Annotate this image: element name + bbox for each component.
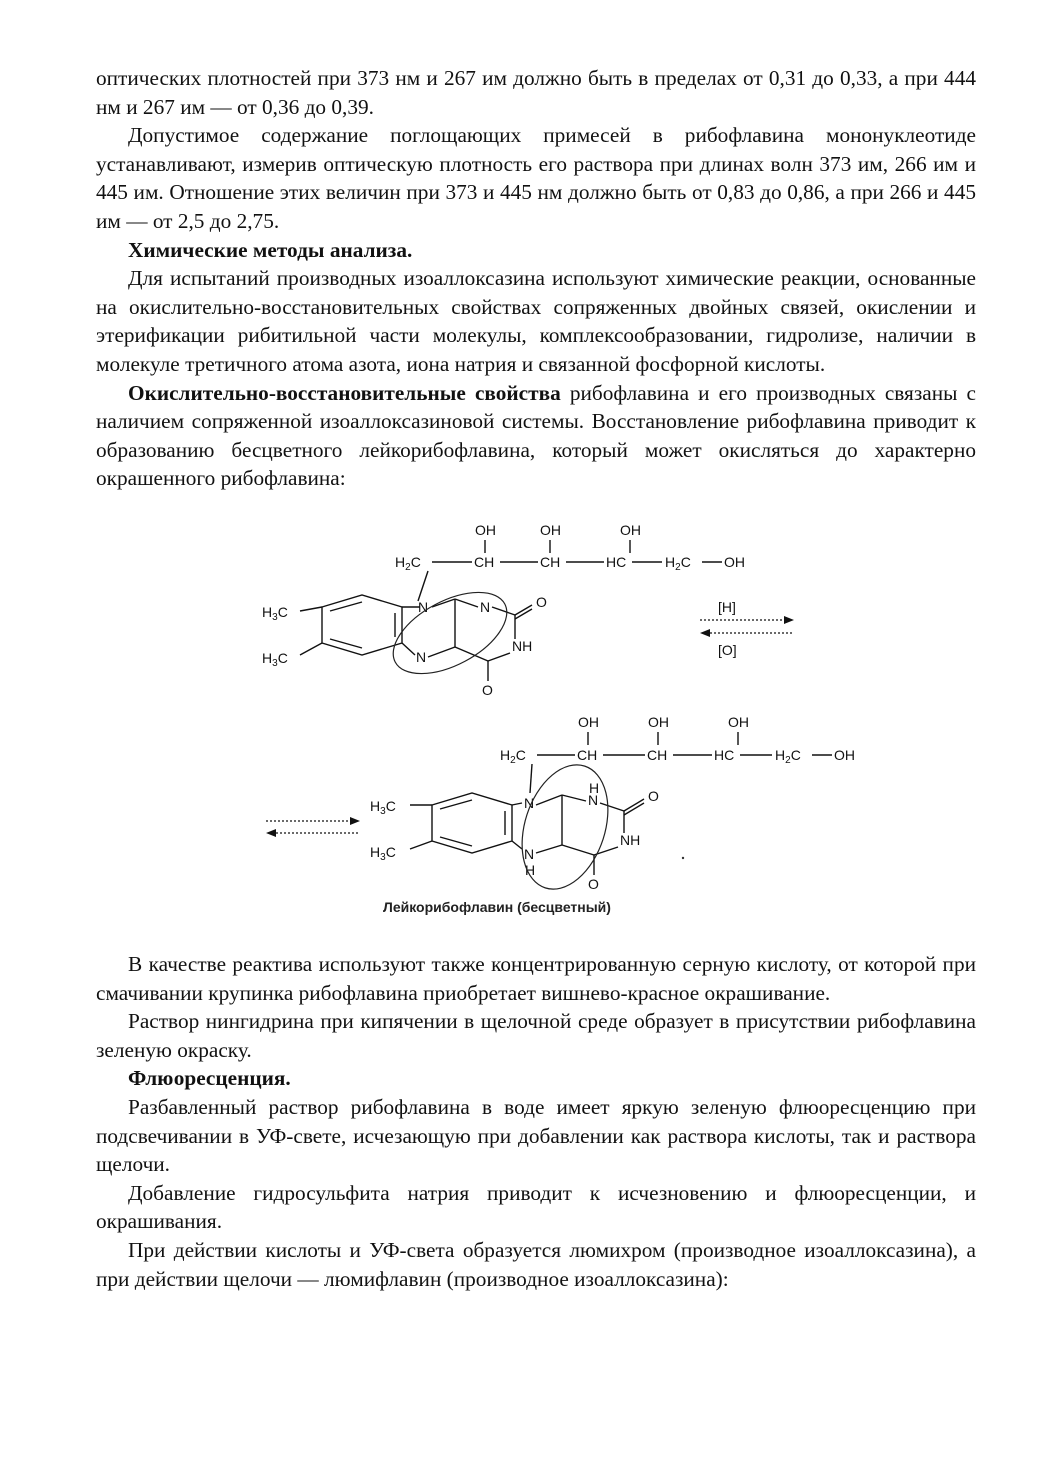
n-label-5: N bbox=[416, 649, 427, 665]
h2c-label: $H_2C$ bbox=[395, 554, 421, 573]
paragraph-optical-density: оптических плотностей при 373 нм и 267 им должно быть в пределах от 0,31 до 0,33, а при 444 нм и 267 им — от 0,36 до 0,39. bbox=[96, 66, 976, 119]
conjugated-system-ellipse bbox=[380, 576, 520, 691]
leucoriboflavin-caption: Лейкорибофлавин (бесцветный) bbox=[383, 899, 611, 915]
h2c-label-tail: $H_2C$ bbox=[665, 554, 691, 573]
h-label-5b: H bbox=[525, 862, 536, 878]
oh-tail-label: OH bbox=[724, 554, 745, 570]
n-label-10b: N bbox=[524, 795, 535, 811]
h3c-label-3: $H_3C$ bbox=[370, 798, 396, 817]
paragraph-fluorescence: Разбавленный раствор рибофлавина в воде имеет яркую зеленую флюоресценцию при подсвечивании в УФ-свете, исчезающую при добавлении как раствора кислоты, так и раствора щелочи. bbox=[96, 1094, 976, 1177]
h3c-label-2: $H_3C$ bbox=[262, 650, 288, 669]
text-block-top bbox=[96, 64, 976, 493]
oh-label-1: OH bbox=[475, 522, 496, 538]
reagent-o: [O] bbox=[718, 642, 737, 658]
ch-label-4: CH bbox=[647, 747, 668, 763]
o-label-2b: O bbox=[648, 788, 659, 804]
reagent-h: [H] bbox=[718, 599, 736, 615]
redox-text: рибофлавина и его производных связаны с наличием сопряженной изоаллоксазиновой системы. Восстановление рибофлавина приводит к образованию бесцветного лейкорибофлавина, который может окисляться до характерно окрашенного рибофлавина: bbox=[96, 380, 976, 491]
oh-label-2: OH bbox=[540, 522, 561, 538]
paragraph-sulfuric-acid: В качестве реактива используют также концентрированную серную кислоту, от которой при смачивании крупинка рибофлавина приобретает вишнево-красное окрашивание. bbox=[96, 952, 976, 1005]
heading-chemical-methods-text: Химические методы анализа. bbox=[128, 237, 413, 262]
heading-chemical-methods bbox=[96, 236, 976, 265]
hc-label-2: HC bbox=[714, 747, 735, 763]
paragraph-chemical-reactions: Для испытаний производных изоаллоксазина используют химические реакции, основанные на окислительно-восстановительных свойствах сопряженных двойных связей, окислении и этерификации рибитильной части молекулы, комплексообразовании, гидролизе, наличии в молекуле третичного атома азота, иона натрия и связанной фосфорной кислоты. bbox=[96, 266, 976, 376]
h2c-label-tail-2: $H_2C$ bbox=[775, 747, 801, 766]
oh-label-5: OH bbox=[648, 714, 669, 730]
o-label-4: O bbox=[482, 682, 493, 698]
paragraph-lumichrome: При действии кислоты и УФ-света образуется люмихром (производное изоаллоксазина), а при действии щелочи — люмифлавин (производное изоаллоксазина): bbox=[96, 1237, 976, 1291]
leucoriboflavin-structure bbox=[370, 714, 855, 900]
o-label-4b: O bbox=[588, 876, 599, 892]
hc-label: HC bbox=[606, 554, 627, 570]
oh-tail-label-2: OH bbox=[834, 747, 855, 763]
paragraph-impurities: Допустимое содержание поглощающих примесей в рибофлавина мононуклеотиде устанавливают, измерив оптическую плотность его раствора при длинах волн 373 им, 266 им и 445 им. Отношение этих величин при 373 и 445 нм должно быть от 0,83 до 0,86, а при 266 и 445 им — от 2,5 до 2,75. bbox=[96, 123, 976, 233]
paragraph-redox bbox=[96, 379, 976, 493]
oh-label-6: OH bbox=[728, 714, 749, 730]
heading-fluorescence-text: Флюоресценция. bbox=[128, 1066, 291, 1091]
ch-label-3: CH bbox=[577, 747, 598, 763]
paragraph-ninhydrin: Раствор нингидрина при кипячении в щелочной среде образует в присутствии рибофлавина зеленую окраску. bbox=[96, 1009, 976, 1062]
paragraph-hydrosulfite: Добавление гидросульфита натрия приводит к исчезновению и флюоресценции, и окрашивания. bbox=[96, 1180, 976, 1234]
nh-label-3: NH bbox=[512, 638, 533, 654]
riboflavin-reduction-scheme bbox=[0, 515, 1039, 920]
n-label-1b: N bbox=[588, 792, 599, 808]
oh-label-4: OH bbox=[578, 714, 599, 730]
reaction-scheme-svg bbox=[0, 515, 1039, 920]
h3c-label-1: $H_3C$ bbox=[262, 604, 288, 623]
nh-label-3b: NH bbox=[620, 832, 641, 848]
h2c-label-2: $H_2C$ bbox=[500, 747, 526, 766]
o-label-2: O bbox=[536, 594, 547, 610]
n-label-1: N bbox=[480, 599, 491, 615]
reduced-system-ellipse bbox=[507, 754, 623, 900]
equilibrium-arrows bbox=[700, 599, 794, 658]
oh-label-3: OH bbox=[620, 522, 641, 538]
ch-label-2: CH bbox=[540, 554, 561, 570]
ch-label-1: CH bbox=[474, 554, 495, 570]
n-label-10: N bbox=[418, 599, 429, 615]
heading-fluorescence bbox=[96, 1064, 976, 1093]
redox-term: Окислительно-восстановительные свойства bbox=[128, 380, 561, 405]
h-label-1b: H bbox=[589, 780, 600, 796]
riboflavin-structure bbox=[262, 522, 745, 698]
equilibrium-arrows-lower bbox=[266, 817, 360, 837]
text-block-bottom bbox=[96, 950, 976, 1293]
h3c-label-4: $H_3C$ bbox=[370, 844, 396, 863]
n-label-5b: N bbox=[524, 846, 535, 862]
